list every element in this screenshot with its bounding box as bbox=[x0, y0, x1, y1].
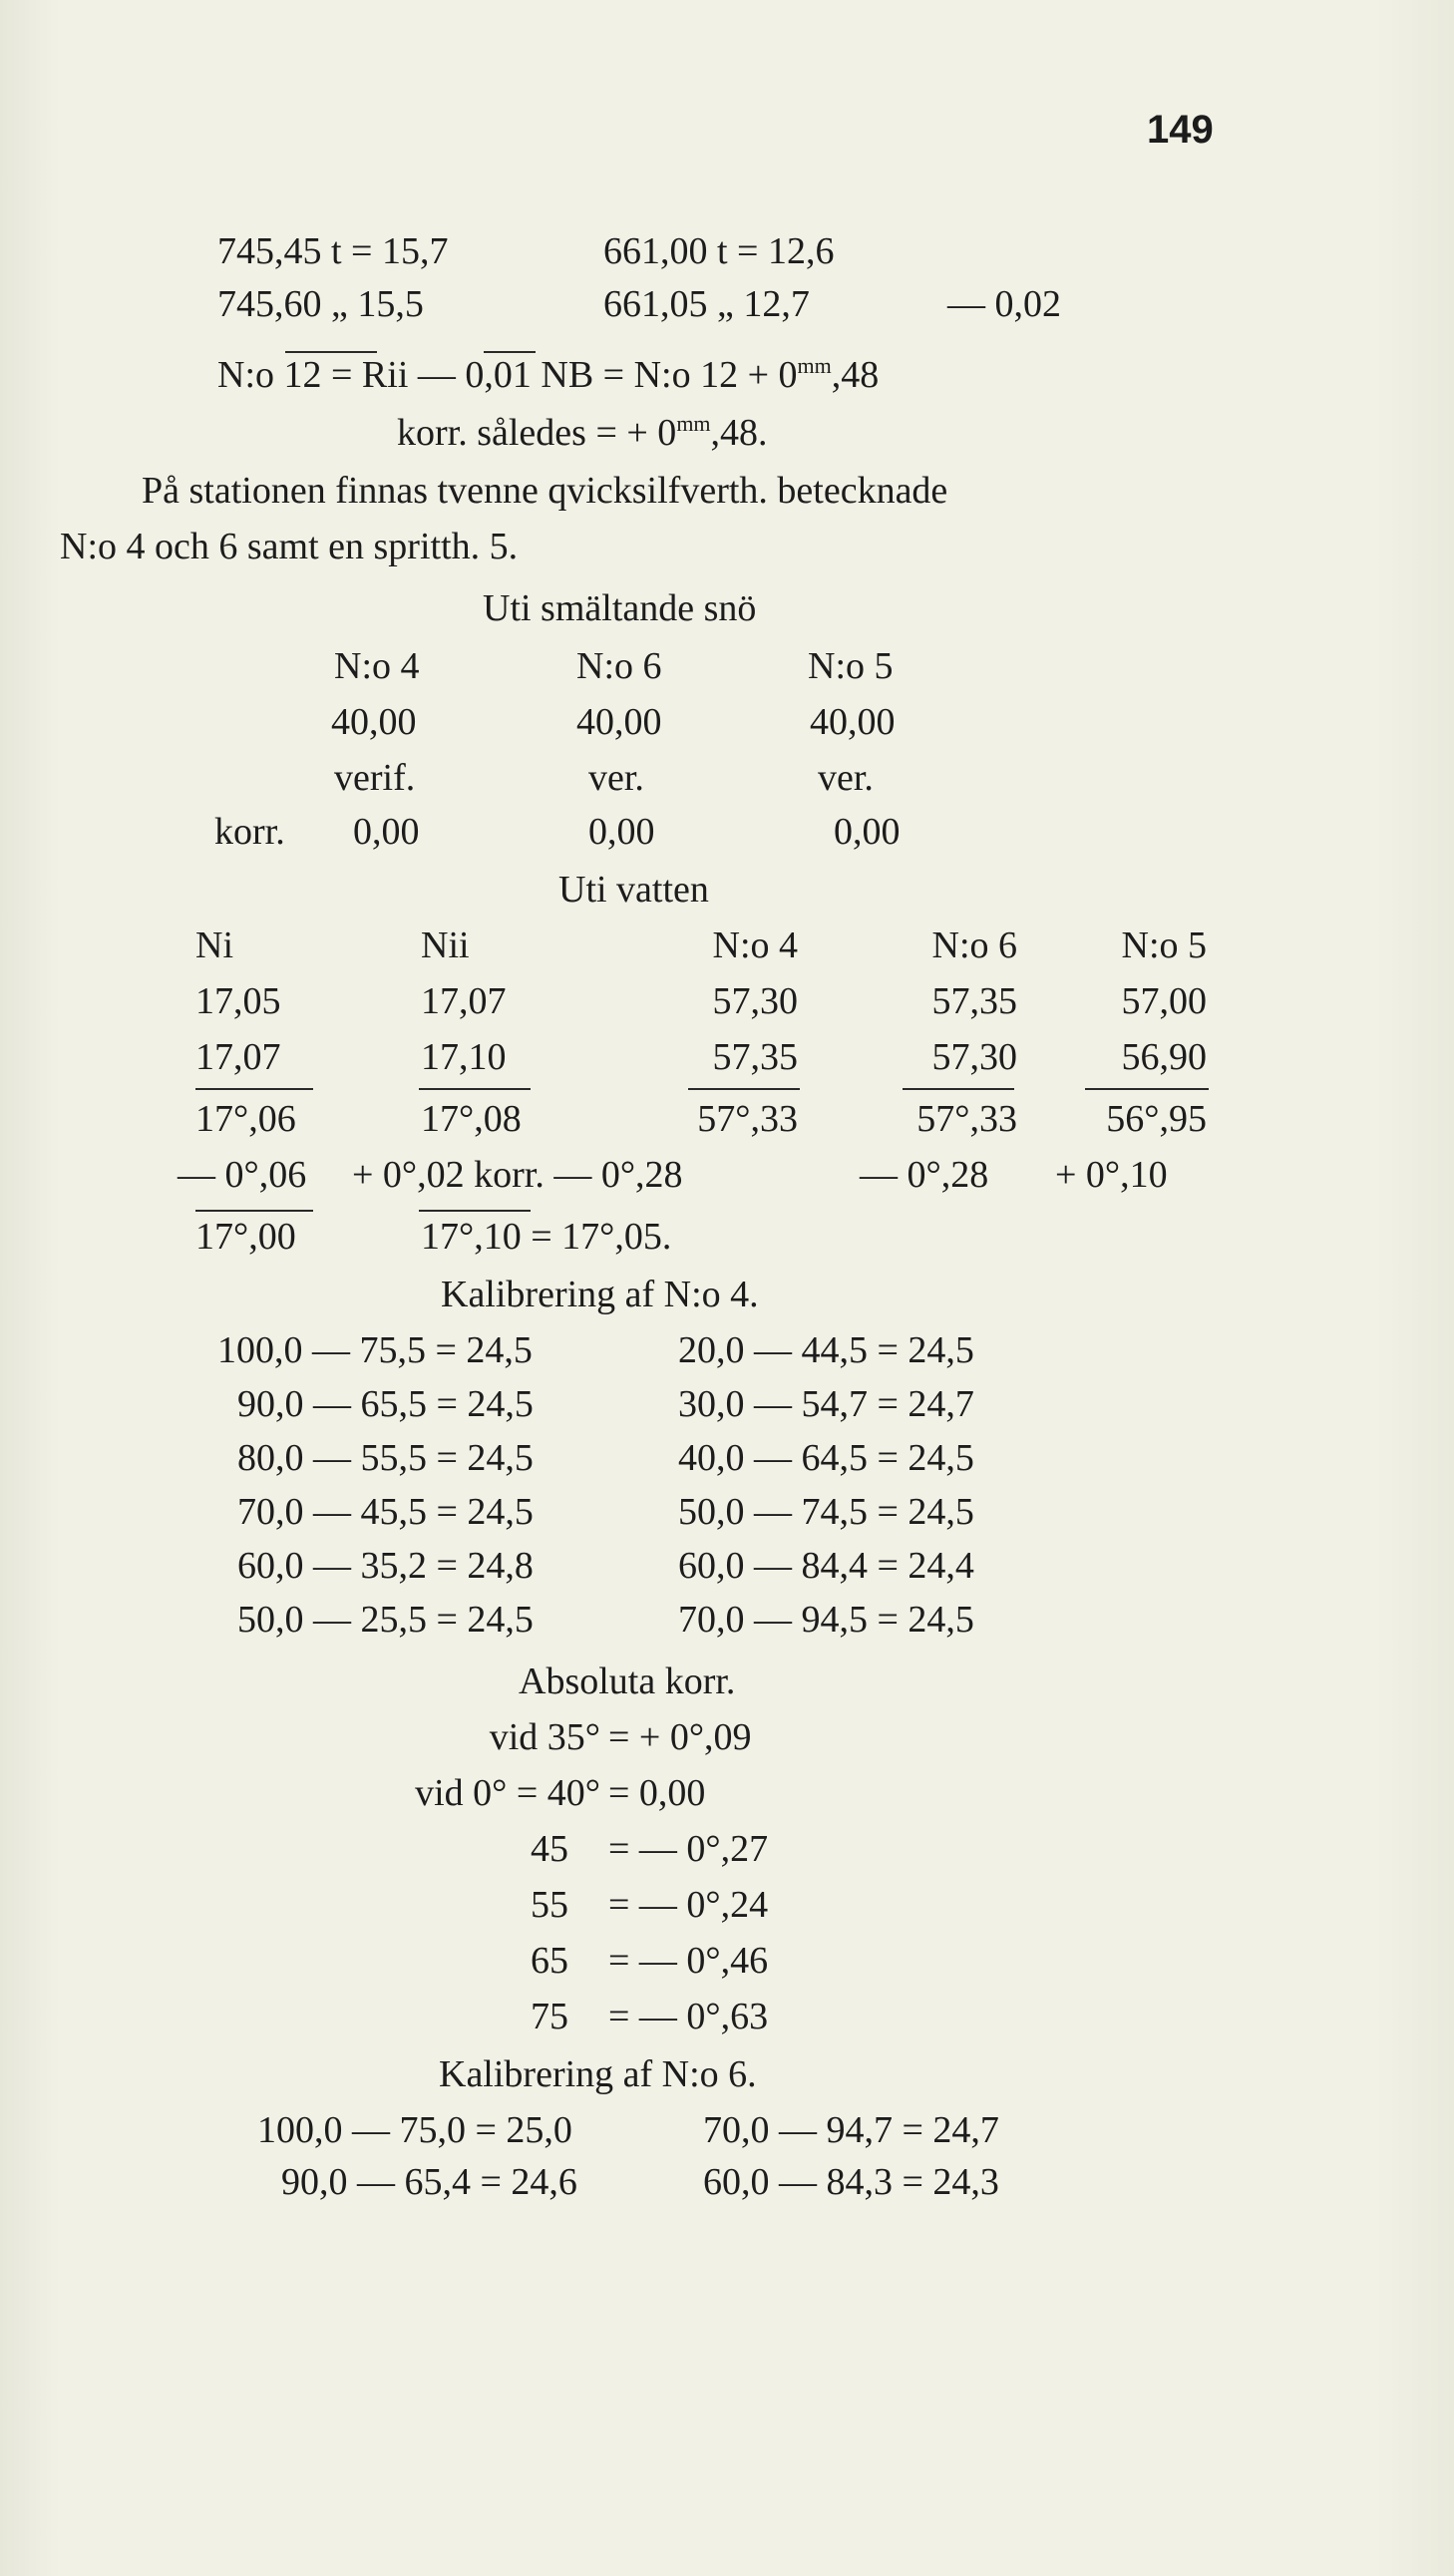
water-mean-5: 56°,95 bbox=[1106, 1098, 1207, 1140]
water-r2-6: 57,30 bbox=[931, 1036, 1017, 1078]
water-corr-ni: — 0°,06 bbox=[178, 1154, 307, 1196]
abs-row-4-a: 55 bbox=[531, 1884, 568, 1926]
water-corr-nii: + 0°,02 korr. — 0°,28 bbox=[352, 1154, 683, 1196]
abs-row-6-a: 75 bbox=[531, 1996, 568, 2037]
abs-title: Absoluta korr. bbox=[519, 1660, 736, 1702]
water-corr-5: + 0°,10 bbox=[1055, 1154, 1168, 1196]
snow-r1-6: 40,00 bbox=[576, 701, 662, 743]
water-r2-ni: 17,07 bbox=[195, 1036, 281, 1078]
page-number: 149 bbox=[1147, 108, 1214, 152]
water-r1-4: 57,30 bbox=[712, 980, 798, 1022]
sum-line-6 bbox=[903, 1088, 1014, 1090]
snow-title: Uti smältande snö bbox=[483, 587, 757, 629]
snow-header-5: N:o 5 bbox=[808, 645, 894, 687]
kal4-row-4-b: 50,0 — 74,5 = 24,5 bbox=[678, 1491, 974, 1533]
snow-korr-label: korr. bbox=[214, 811, 285, 853]
sum-line-nii bbox=[419, 1088, 531, 1090]
snow-r2-4: verif. bbox=[334, 757, 416, 799]
abs-row-2-a: vid 0° = 40° bbox=[415, 1772, 600, 1814]
snow-r1-5: 40,00 bbox=[810, 701, 896, 743]
snow-r1-4: 40,00 bbox=[331, 701, 417, 743]
kal6-row-1-b: 70,0 — 94,7 = 24,7 bbox=[703, 2109, 999, 2151]
snow-r2-5: ver. bbox=[818, 757, 874, 799]
kal4-row-6-a: 50,0 — 25,5 = 24,5 bbox=[237, 1599, 534, 1641]
kal4-row-3-a: 80,0 — 55,5 = 24,5 bbox=[237, 1437, 534, 1479]
sum-line-ni bbox=[195, 1088, 313, 1090]
abs-row-1-b: = + 0°,09 bbox=[608, 1716, 752, 1758]
water-corr-6: — 0°,28 bbox=[860, 1154, 989, 1196]
kal4-row-2-b: 30,0 — 54,7 = 24,7 bbox=[678, 1383, 974, 1425]
abs-row-4-b: = — 0°,24 bbox=[608, 1884, 769, 1926]
water-header-6: N:o 6 bbox=[931, 924, 1017, 966]
top-line-1-a: 745,45 t = 15,7 bbox=[217, 230, 449, 272]
water-final-result: 17°,10 = 17°,05. bbox=[421, 1216, 672, 1258]
kal6-row-2-b: 60,0 — 84,3 = 24,3 bbox=[703, 2161, 999, 2203]
kal4-row-1-b: 20,0 — 44,5 = 24,5 bbox=[678, 1329, 974, 1371]
snow-header-6: N:o 6 bbox=[576, 645, 662, 687]
top-line-1-b: 661,00 t = 12,6 bbox=[603, 230, 835, 272]
snow-r3-4: 0,00 bbox=[353, 811, 420, 853]
snow-r2-6: ver. bbox=[588, 757, 644, 799]
abs-row-3-a: 45 bbox=[531, 1828, 568, 1870]
kal4-row-2-a: 90,0 — 65,5 = 24,5 bbox=[237, 1383, 534, 1425]
paragraph-line-2: N:o 4 och 6 samt en spritth. 5. bbox=[60, 526, 519, 567]
kal4-row-3-b: 40,0 — 64,5 = 24,5 bbox=[678, 1437, 974, 1479]
water-header-4: N:o 4 bbox=[712, 924, 798, 966]
top-line-2-b: 661,05 „ 12,7 bbox=[603, 283, 810, 325]
water-header-ni: Ni bbox=[195, 924, 233, 966]
abs-row-2-b: = 0,00 bbox=[608, 1772, 706, 1814]
abs-row-6-b: = — 0°,63 bbox=[608, 1996, 769, 2037]
water-mean-ni: 17°,06 bbox=[195, 1098, 296, 1140]
snow-r3-5: 0,00 bbox=[834, 811, 901, 853]
top-line-3: N:o 12 = Rii — 0,01 NB = N:o $12 + 0^{mm},48$ bbox=[217, 353, 880, 396]
kal4-row-6-b: 70,0 — 94,5 = 24,5 bbox=[678, 1599, 974, 1641]
kal4-row-5-b: 60,0 — 84,4 = 24,4 bbox=[678, 1545, 974, 1587]
final-line-nii bbox=[419, 1210, 531, 1212]
water-header-nii: Nii bbox=[421, 924, 470, 966]
kal4-row-4-a: 70,0 — 45,5 = 24,5 bbox=[237, 1491, 534, 1533]
water-r1-nii: 17,07 bbox=[421, 980, 507, 1022]
water-mean-6: 57°,33 bbox=[916, 1098, 1017, 1140]
top-line-2-a: 745,60 „ 15,5 bbox=[217, 283, 424, 325]
water-header-5: N:o 5 bbox=[1121, 924, 1207, 966]
snow-header-4: N:o 4 bbox=[334, 645, 420, 687]
water-r2-4: 57,35 bbox=[712, 1036, 798, 1078]
water-mean-4: 57°,33 bbox=[697, 1098, 798, 1140]
kal4-row-5-a: 60,0 — 35,2 = 24,8 bbox=[237, 1545, 534, 1587]
kal6-row-1-a: 100,0 — 75,0 = 25,0 bbox=[257, 2109, 572, 2151]
abs-row-3-b: = — 0°,27 bbox=[608, 1828, 769, 1870]
water-final-ni: 17°,00 bbox=[195, 1216, 296, 1258]
top-line-4: korr. således = + $0^{mm},48$. bbox=[397, 411, 768, 454]
paragraph-line-1: På stationen finnas tvenne qvicksilfverth. betecknade bbox=[142, 470, 948, 512]
water-r1-5: 57,00 bbox=[1121, 980, 1207, 1022]
snow-r3-6: 0,00 bbox=[588, 811, 655, 853]
kal6-row-2-a: 90,0 — 65,4 = 24,6 bbox=[281, 2161, 577, 2203]
abs-row-5-a: 65 bbox=[531, 1940, 568, 1982]
water-mean-nii: 17°,08 bbox=[421, 1098, 522, 1140]
water-r2-nii: 17,10 bbox=[421, 1036, 507, 1078]
sum-line-5 bbox=[1085, 1088, 1209, 1090]
kal4-row-1-a: 100,0 — 75,5 = 24,5 bbox=[217, 1329, 533, 1371]
abs-row-5-b: = — 0°,46 bbox=[608, 1940, 769, 1982]
water-r2-5: 56,90 bbox=[1121, 1036, 1207, 1078]
sum-line-4 bbox=[688, 1088, 800, 1090]
water-r1-ni: 17,05 bbox=[195, 980, 281, 1022]
water-title: Uti vatten bbox=[558, 869, 709, 911]
water-r1-6: 57,35 bbox=[931, 980, 1017, 1022]
final-line-ni bbox=[195, 1210, 313, 1212]
abs-row-1-a: vid 35° bbox=[489, 1716, 600, 1758]
kal4-title: Kalibrering af N:o 4. bbox=[441, 1274, 759, 1315]
kal6-title: Kalibrering af N:o 6. bbox=[439, 2053, 757, 2095]
top-line-2-c: — 0,02 bbox=[947, 283, 1061, 325]
